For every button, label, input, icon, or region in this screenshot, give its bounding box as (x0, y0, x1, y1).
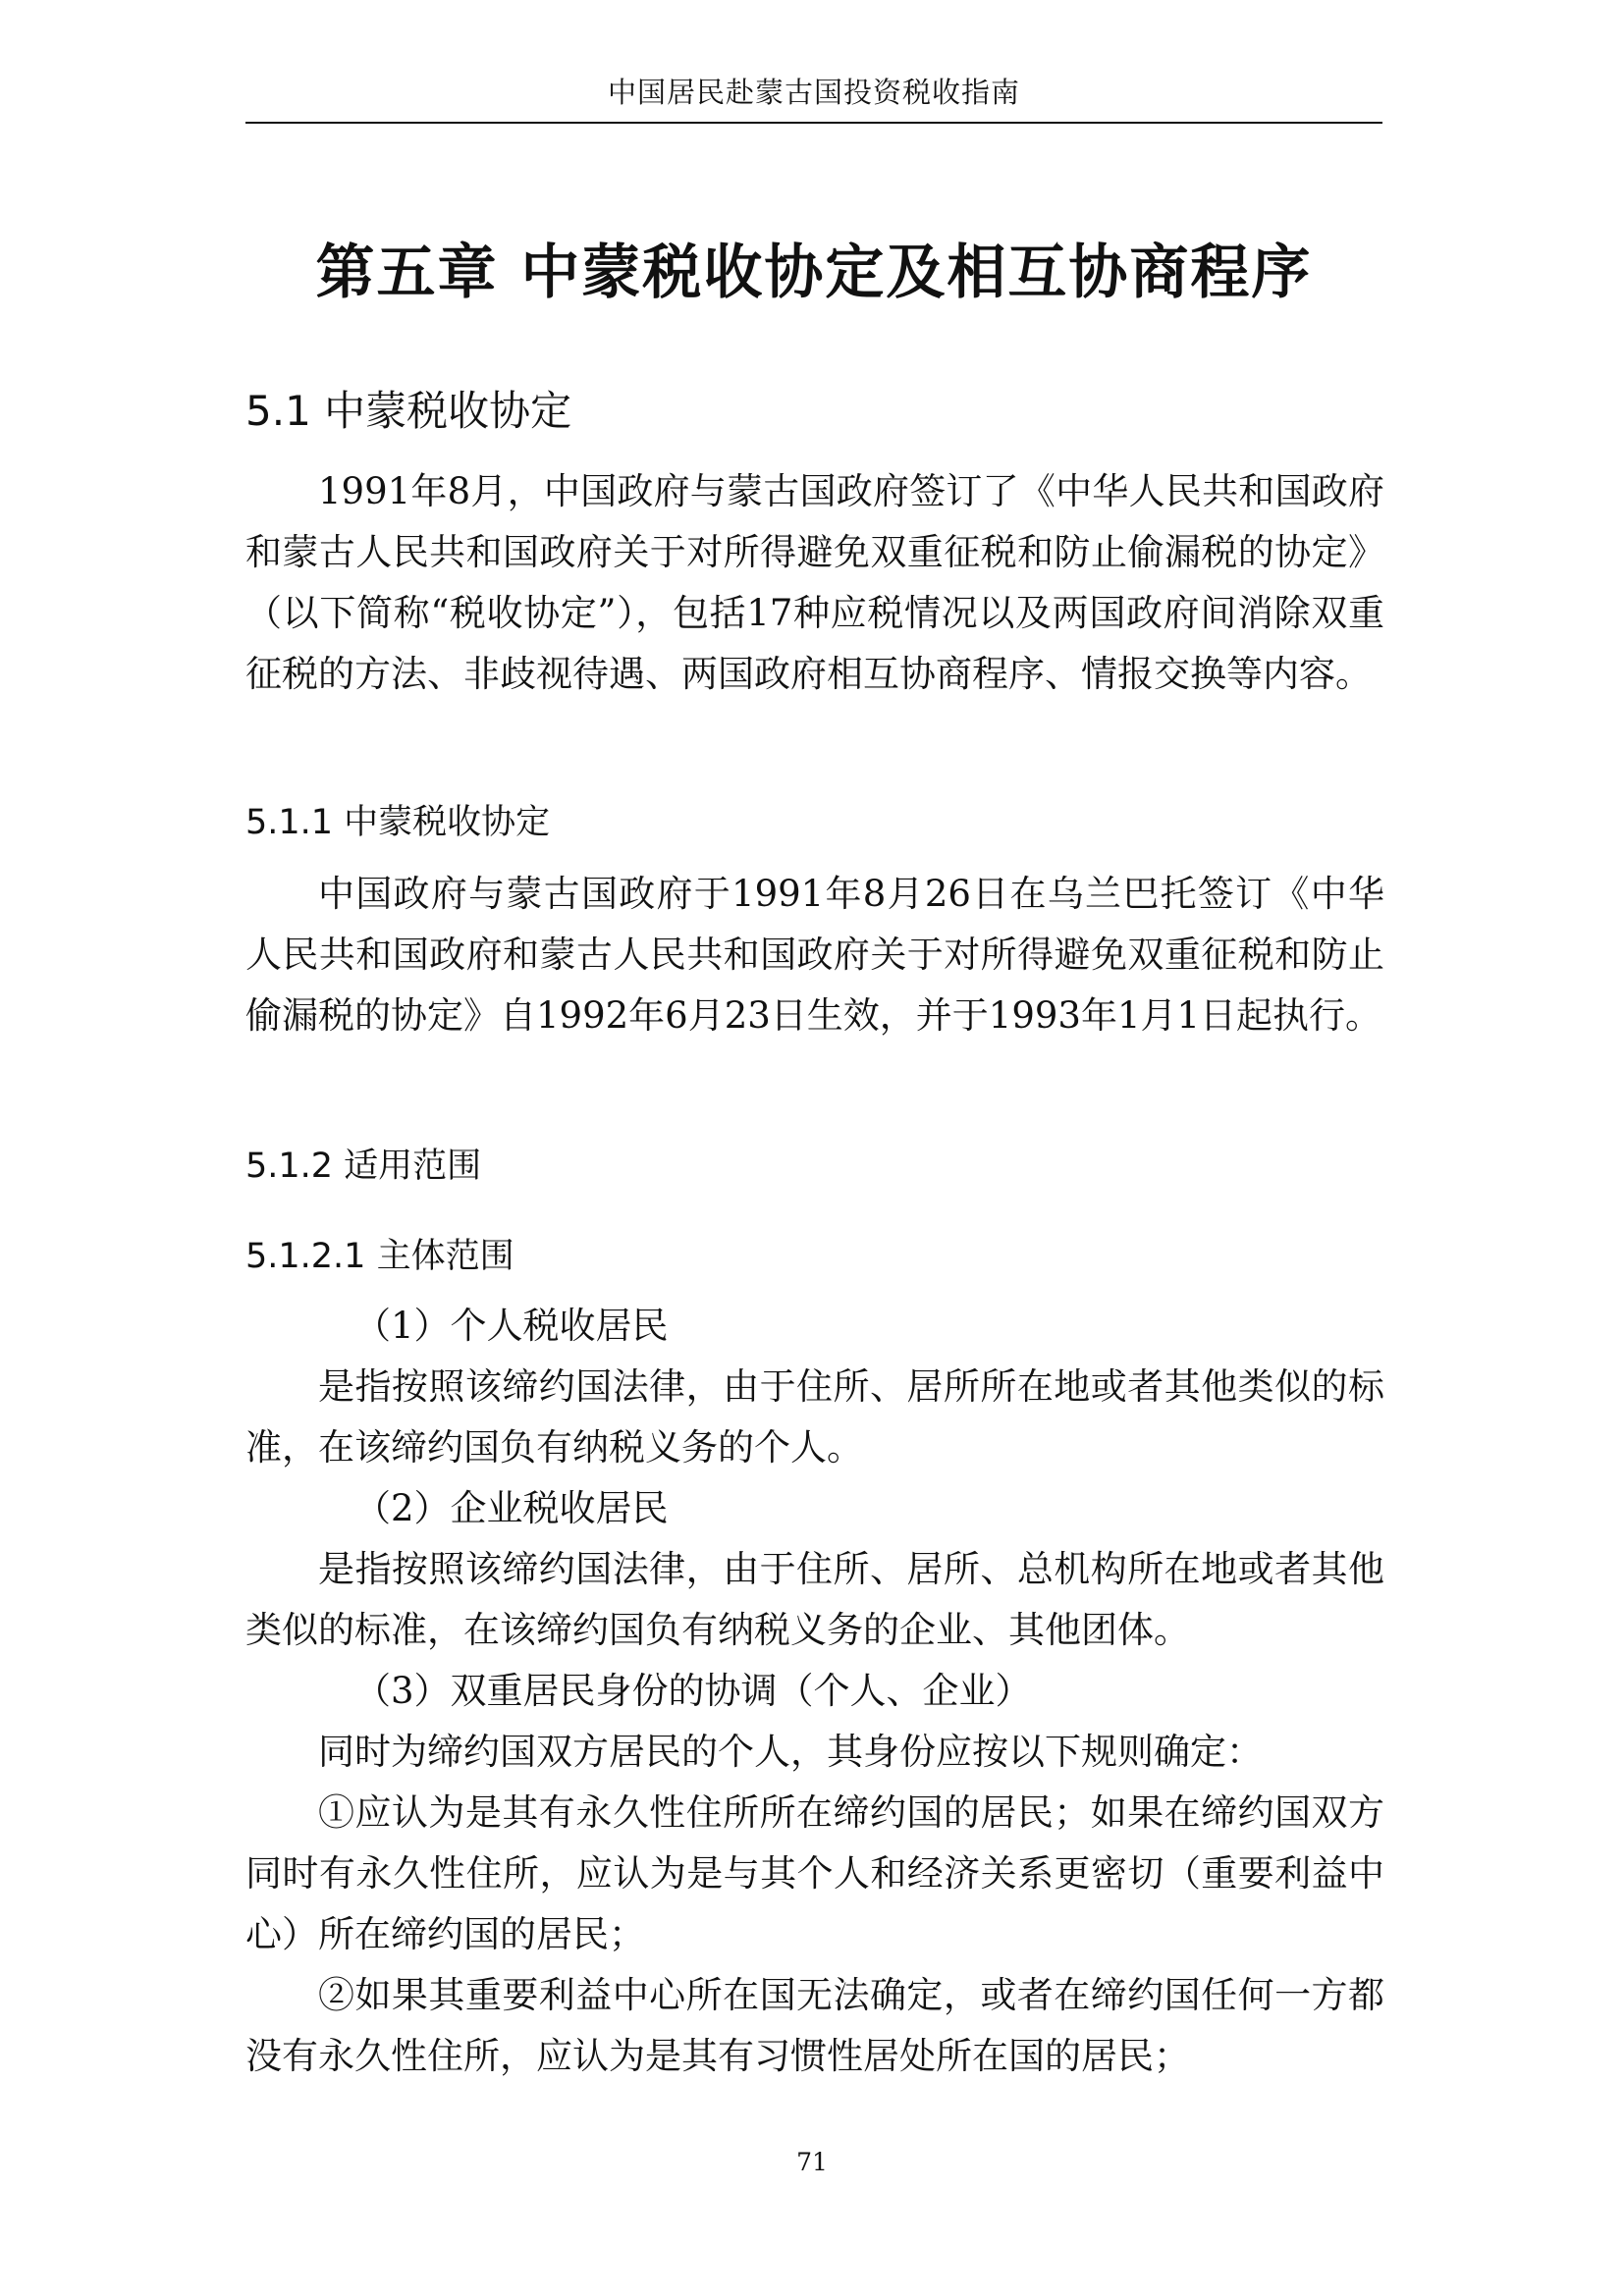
page-number: 71 (796, 2148, 828, 2176)
item-2-text: 是指按照该缔约国法律，由于住所、居所、总机构所在地或者其他类似的标准，在该缔约国负有纳税义务的企业、其他团体。 (245, 1548, 1384, 1651)
item-3-label: （3）双重居民身份的协调（个人、企业） (354, 1670, 1032, 1712)
item-2-label: （2）企业税收居民 (354, 1487, 669, 1529)
item-1-text: 是指按照该缔约国法律，由于住所、居所所在地或者其他类似的标准，在该缔约国负有纳税义务的个人。 (245, 1365, 1384, 1468)
chapter-title: 第五章 中蒙税收协定及相互协商程序 (315, 239, 1313, 307)
rule-2-text: ②如果其重要利益中心所在国无法确定，或者在缔约国任何一方都没有永久性住所，应认为是其有习惯性居处所在国的居民； (245, 1974, 1384, 2077)
section-heading-5-1-2: 5.1.2 适用范围 (245, 1147, 482, 1186)
rule-1-text: ①应认为是其有永久性住所所在缔约国的居民；如果在缔约国双方同时有永久性住所，应认为是与其个人和经济关系更密切（重要利益中心）所在缔约国的居民； (245, 1791, 1384, 1955)
running-header: 中国居民赴蒙古国投资税收指南 (607, 76, 1020, 109)
section-5-1-1-paragraph: 中国政府与蒙古国政府于1991年8月26日在乌兰巴托签订《中华人民共和国政府和蒙古人民共和国政府关于对所得避免双重征税和防止偷漏税的协定》自1992年6月23日生效，并于1993年1月1日起执行。 (245, 873, 1384, 1037)
item-1-label: （1）个人税收居民 (354, 1305, 669, 1347)
section-heading-5-1-1: 5.1.1 中蒙税收协定 (245, 803, 551, 842)
item-3-intro: 同时为缔约国双方居民的个人，其身份应按以下规则确定： (318, 1731, 1263, 1773)
header-divider (245, 122, 1382, 124)
section-heading-5-1-2-1: 5.1.2.1 主体范围 (245, 1237, 514, 1276)
section-5-1-paragraph: 1991年8月，中国政府与蒙古国政府签订了《中华人民共和国政府和蒙古人民共和国政府关于对所得避免双重征税和防止偷漏税的协定》（以下简称“税收协定”），包括17种应税情况以及两国政府间消除双重征税的方法、非歧视待遇、两国政府相互协商程序、情报交换等内容。 (245, 470, 1384, 695)
section-heading-5-1: 5.1 中蒙税收协定 (245, 387, 572, 435)
